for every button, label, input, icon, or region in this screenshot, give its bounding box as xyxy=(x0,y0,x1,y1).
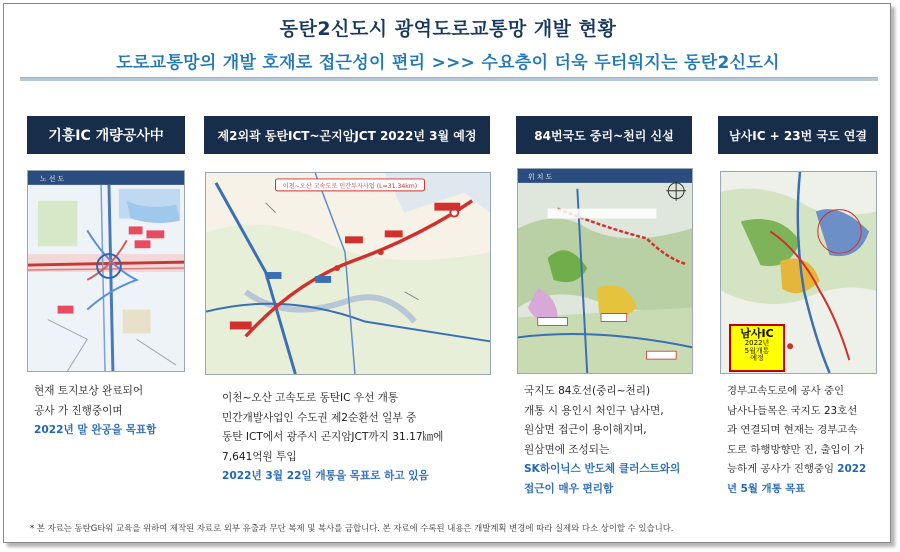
footnote: * 본 자료는 동탄G타워 교육을 위하여 제작된 자료로 외부 유출과 무단 복제 및 복사를 금합니다. 본 자료에 수록된 내용은 개발계획 변경에 따라 실제와 다소 상이할 수 있습니다. xyxy=(30,523,674,533)
desc-line xyxy=(727,460,866,480)
desc-highlight: 접근이 매우 편리함 xyxy=(524,482,614,495)
namsa-ic-badge xyxy=(729,324,785,372)
desc-line: 개통 시 용인시 처인구 남사면, xyxy=(524,404,664,417)
desc-highlight: 년 5월 개통 목표 xyxy=(727,482,806,495)
desc-line: 공사 가 진행중이며 xyxy=(34,404,123,417)
desc-line: 원삼면 접근이 용이해지며, xyxy=(524,424,647,436)
ring-road-caption: 이천~오산 고속도로 민간투자사업 (L=31.34km) xyxy=(282,182,418,190)
svg-text:위 치 도: 위 치 도 xyxy=(527,172,553,181)
desc-line: 7,641억원 투입 xyxy=(222,450,297,463)
desc-highlight: SK하이닉스 반도체 클러스트와의 xyxy=(524,463,681,475)
slide-frame xyxy=(3,3,891,543)
desc-line: 도로 하행방향만 진, 출입이 가 xyxy=(727,443,864,456)
description-giheung-ic xyxy=(34,382,156,441)
page-title: 동탄2신도시 광역도로교통망 개발 현황 xyxy=(279,18,617,40)
column-header-giheung-ic: 기흥IC 개량공사中 xyxy=(27,116,185,154)
page-subtitle: 도로교통망의 개발 호재로 접근성이 편리 >>> 수요층이 더욱 두터워지는 동탄2신도시 xyxy=(116,53,780,73)
column-header-route-84: 84번국도 중리~천리 신설 xyxy=(516,116,692,154)
badge-line2: 5월개통 xyxy=(744,346,770,355)
desc-line: 원삼면에 조성되는 xyxy=(524,443,610,456)
description-namsa-ic xyxy=(727,382,866,499)
column-header-namsa-ic: 남사IC + 23번 국도 연결 xyxy=(718,116,878,154)
description-route-84 xyxy=(524,382,680,499)
title-divider xyxy=(20,77,878,81)
desc-highlight: 2022년 말 완공을 목표함 xyxy=(34,424,157,436)
column-header-2nd-ring-road: 제2외곽 동탄ICT~곤지암JCT 2022년 3월 예정 xyxy=(204,116,490,154)
desc-line: 남사나들목은 국지도 23호선 xyxy=(727,404,858,417)
desc-line: 국지도 84호선(중리~천리) xyxy=(524,385,651,397)
namsa-ic-map xyxy=(720,171,877,374)
desc-highlight: 2022년 3월 22일 개통을 목표로 하고 있음 xyxy=(222,470,429,482)
badge-line1: 2022년 xyxy=(744,339,770,348)
desc-line: 민간개발사업인 수도권 제2순환선 일부 중 xyxy=(222,411,417,424)
desc-line: 경부고속도로에 공사 중인 xyxy=(727,385,845,397)
desc-line-text: 능하게 공사가 진행중임 xyxy=(727,463,834,475)
giheung-ic-map xyxy=(27,170,185,372)
description-ring-road xyxy=(222,389,443,487)
desc-line: 동탄 ICT에서 광주시 곤지암JCT까지 31.17㎞에 xyxy=(222,431,444,443)
svg-text:노 선 도: 노 선 도 xyxy=(39,174,65,183)
route-84-map xyxy=(517,168,693,374)
badge-line3: 예정 xyxy=(750,354,764,363)
desc-highlight: 2022 xyxy=(837,463,867,475)
ring-road-map xyxy=(205,172,491,375)
desc-line: 이천~오산 고속도로 동탄IC 우선 개통 xyxy=(222,392,399,404)
badge-title: 남사IC xyxy=(740,327,774,340)
desc-line: 과 연결되며 현재는 경부고속 xyxy=(727,424,858,436)
desc-line: 현재 토지보상 완료되어 xyxy=(34,385,144,397)
